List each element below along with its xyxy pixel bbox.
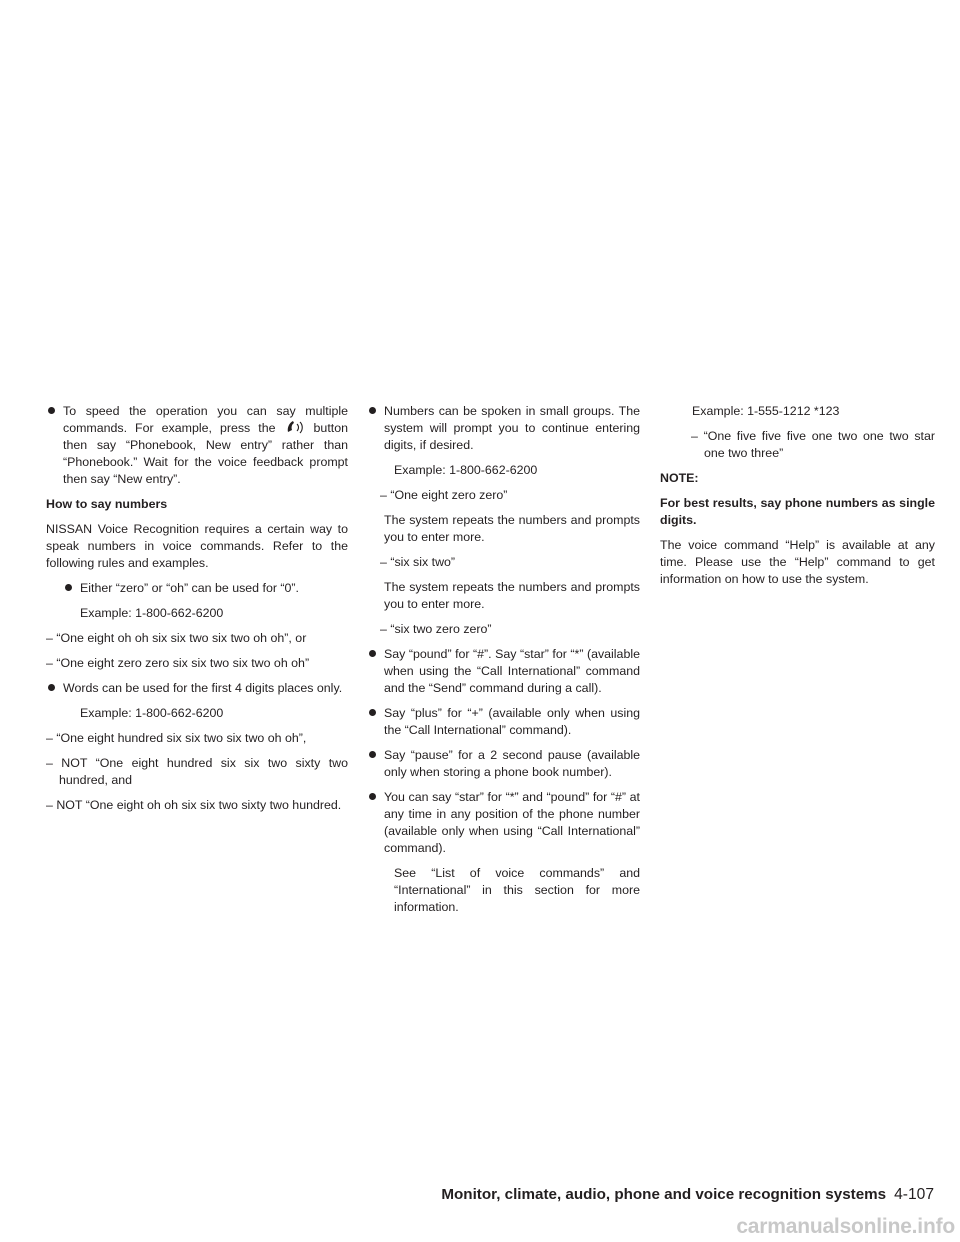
column-right — [660, 403, 935, 596]
groups-dash-1: – “One eight zero zero” — [380, 488, 508, 502]
page-footer — [440, 1186, 934, 1203]
bullet-pause: Say “pause” for a 2 second pause (available only when storing a phone book number). — [367, 747, 640, 781]
phone-talk-icon — [286, 420, 306, 434]
bullet-star-pound-anytime: You can say “star” for “*” and “pound” for “#” at any time in any position of the phone number (available only when using “Call International” command). — [367, 789, 640, 857]
bullet-words: Words can be used for the first 4 digits places only. — [46, 680, 348, 697]
bullet-zero-oh: Either “zero” or “oh” can be used for “0”. — [63, 580, 348, 597]
watermark: carmanualsonline.info — [736, 1215, 955, 1238]
words-dash-3: – NOT “One eight oh oh six six two sixty two hundred. — [46, 798, 342, 812]
note-body: For best results, say phone numbers as single digits. — [660, 496, 935, 527]
zero-example: Example: 1-800-662-6200 — [80, 606, 224, 620]
bullet-small-groups: Numbers can be spoken in small groups. The system will prompt you to continue entering digits, if desired. — [367, 403, 640, 454]
footer-section-title: Monitor, climate, audio, phone and voice recognition systems — [441, 1186, 887, 1203]
bullet-pound-star: Say “pound” for “#”. Say “star” for “*” (available when using the “Call International” command and the “Send” command during a call). — [367, 646, 640, 697]
heading-how-to-say-numbers: How to say numbers — [46, 497, 168, 511]
example-star-dash: – “One five five five one two one two star one two three” — [691, 429, 935, 460]
page-number: 4-107 — [894, 1186, 934, 1203]
intro-paragraph: NISSAN Voice Recognition requires a certain way to speak numbers in voice commands. Refer to the following rules and examples. — [46, 522, 348, 570]
groups-dash-3: – “six two zero zero” — [380, 622, 492, 636]
example-star: Example: 1-555-1212 *123 — [692, 404, 840, 418]
words-dash-1: – “One eight hundred six six two six two oh oh”, — [46, 731, 307, 745]
words-example: Example: 1-800-662-6200 — [80, 706, 224, 720]
see-also-paragraph: See “List of voice commands” and “International” in this section for more information. — [394, 866, 640, 914]
zero-dash-1: – “One eight oh oh six six two six two oh oh”, or — [46, 631, 307, 645]
help-paragraph: The voice command “Help” is available at any time. Please use the “Help” command to get information on how to use the system. — [660, 538, 935, 586]
column-left — [46, 403, 348, 822]
bullet-speed-operation — [46, 403, 348, 488]
groups-dash-2: – “six six two” — [380, 555, 456, 569]
words-dash-2: – NOT “One eight hundred six six two sixty two hundred, and — [46, 756, 348, 787]
note-heading: NOTE: — [660, 471, 699, 485]
zero-dash-2: – “One eight zero zero six six two six two oh oh” — [46, 656, 310, 670]
bullet-plus: Say “plus” for “+” (available only when using the “Call International” command). — [367, 705, 640, 739]
bullet-speed-text-a: To speed the operation you can say multiple commands. For example, press the — [63, 404, 348, 435]
bullet-speed-text-b: button then say “Phonebook, New entry” rather than “Phonebook.” Wait for the voice feedback prompt then say “New entry”. — [63, 421, 348, 486]
groups-example: Example: 1-800-662-6200 — [394, 463, 538, 477]
groups-prompt-1: The system repeats the numbers and prompts you to enter more. — [384, 513, 640, 544]
column-middle — [367, 403, 640, 924]
groups-prompt-2: The system repeats the numbers and prompts you to enter more. — [384, 580, 640, 611]
